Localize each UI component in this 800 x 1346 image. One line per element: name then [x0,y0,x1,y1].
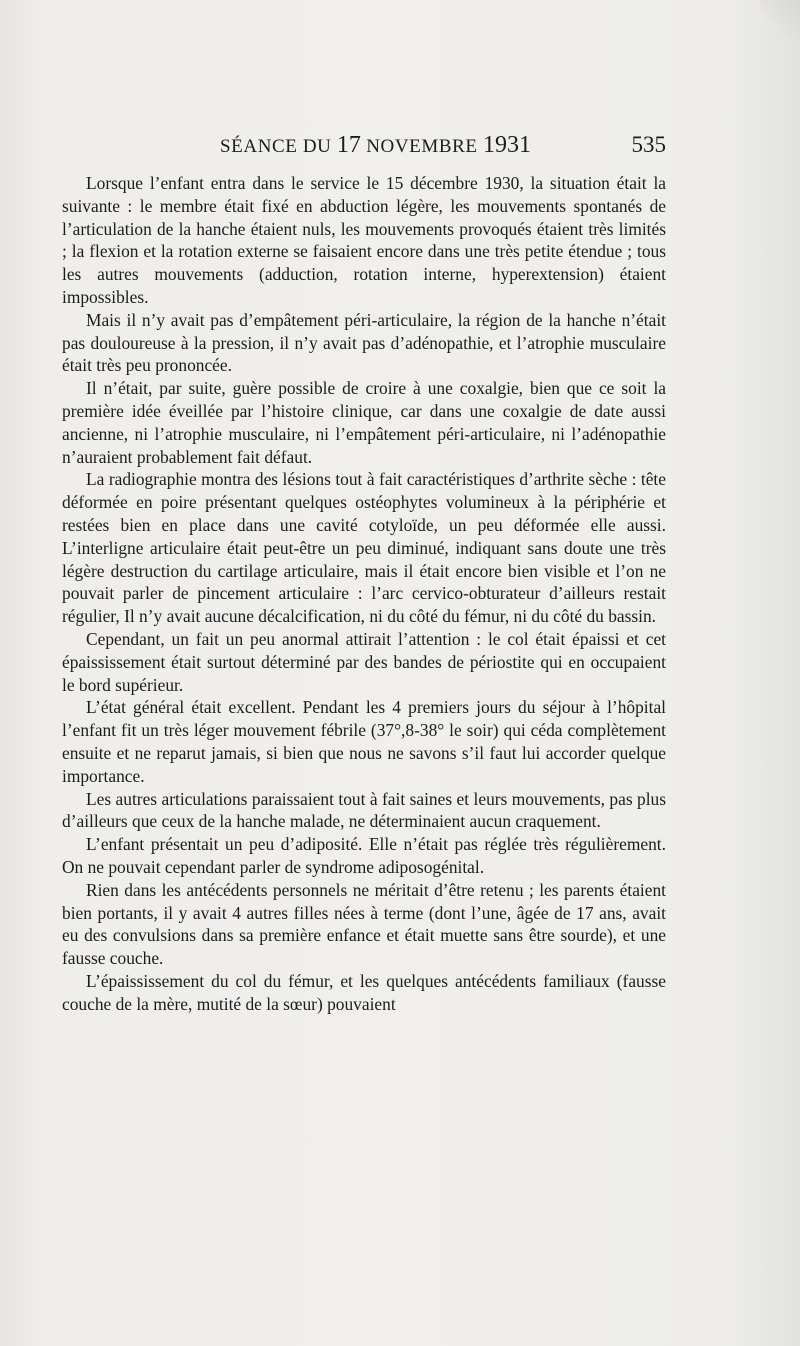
paragraph: Il n’était, par suite, guère possible de croire à une coxalgie, bien que ce soit la première idée éveillée par l’histoire clinique, car dans une coxalgie de date aussi ancienne, ni l’atrophie musculaire, ni l’empâtement péri-articulaire, ni l’adénopathie n’auraient probablement fait défaut. [62,378,666,467]
running-title-month: NOVEMBRE [366,136,478,157]
paragraph: L’épaississement du col du fémur, et les quelques antécédents familiaux (fausse couche de la mère, mutité de la sœur) pouvaient [62,970,666,1014]
running-title-day: 17 [336,132,361,158]
page-header [62,132,666,162]
page-number: 535 [631,132,666,157]
paragraph: Mais il n’y avait pas d’empâtement péri-articulaire, la région de la hanche n’était pas douloureuse à la pression, il n’y avait pas d’adénopathie, et l’atrophie musculaire était très peu prononcée. [62,309,666,376]
paragraph: Les autres articulations paraissaient tout à fait saines et leurs mouvements, pas plus d’ailleurs que ceux de la hanche malade, ne déterminaient aucun craquement. [62,788,666,832]
running-title-year: 1931 [483,132,531,158]
body-text [62,172,666,1015]
paragraph: Lorsque l’enfant entra dans le service le 15 décembre 1930, la situation était la suivante : le membre était fixé en abduction légère, les mouvements spontanés de l’articulation de la hanche étaient nuls, les mouvements provoqués étaient très limités ; la flexion et la rotation externe se faisaient encore dans une très petite étendue ; tous les autres mouvements (adduction, rotation interne, hyperextension) étaient impossibles. [62,173,666,307]
paragraph: La radiographie montra des lésions tout à fait caractéristiques d’arthrite sèche : tête déformée en poire présentant quelques ostéophytes volumineux à la périphérie et restées bien en place dans une cavité cotyloïde, un peu déformée elle aussi. L’interligne articulaire était peut-être un peu diminué, indiquant sans doute une très légère destruction du cartilage articulaire, mais il était encore bien visible et l’on ne pouvait parler de pincement articulaire : l’arc cervico-obturateur d’ailleurs restait régulier, Il n’y avait aucune décalcification, ni du côté du fémur, ni du côté du bassin. [62,469,666,627]
paragraph: L’enfant présentait un peu d’adiposité. Elle n’était pas réglée très régulièrement. On ne pouvait cependant parler de syndrome adiposogénital. [62,834,666,877]
paragraph: Cependant, un fait un peu anormal attirait l’attention : le col était épaissi et cet épaississement était surtout déterminé par des bandes de périostite qui en occupaient le bord supérieur. [62,628,666,695]
paragraph: Rien dans les antécédents personnels ne méritait d’être retenu ; les parents étaient bien portants, il y avait 4 autres filles nées à terme (dont l’une, âgée de 17 ans, avait eu des convulsions dans sa première enfance et était muette sans être sourde), et une fausse couche. [62,879,666,969]
page-corner-shadow [760,0,800,40]
paragraph: L’état général était excellent. Pendant les 4 premiers jours du séjour à l’hôpital l’enfant fit un très léger mouvement fébrile (37°,8-38° le soir) qui céda complètement ensuite et ne reparut jamais, si bien que nous ne savons s’il faut lui accorder quelque importance. [62,697,666,786]
running-title-prefix: SÉANCE DU [220,136,332,157]
running-title [220,132,531,159]
